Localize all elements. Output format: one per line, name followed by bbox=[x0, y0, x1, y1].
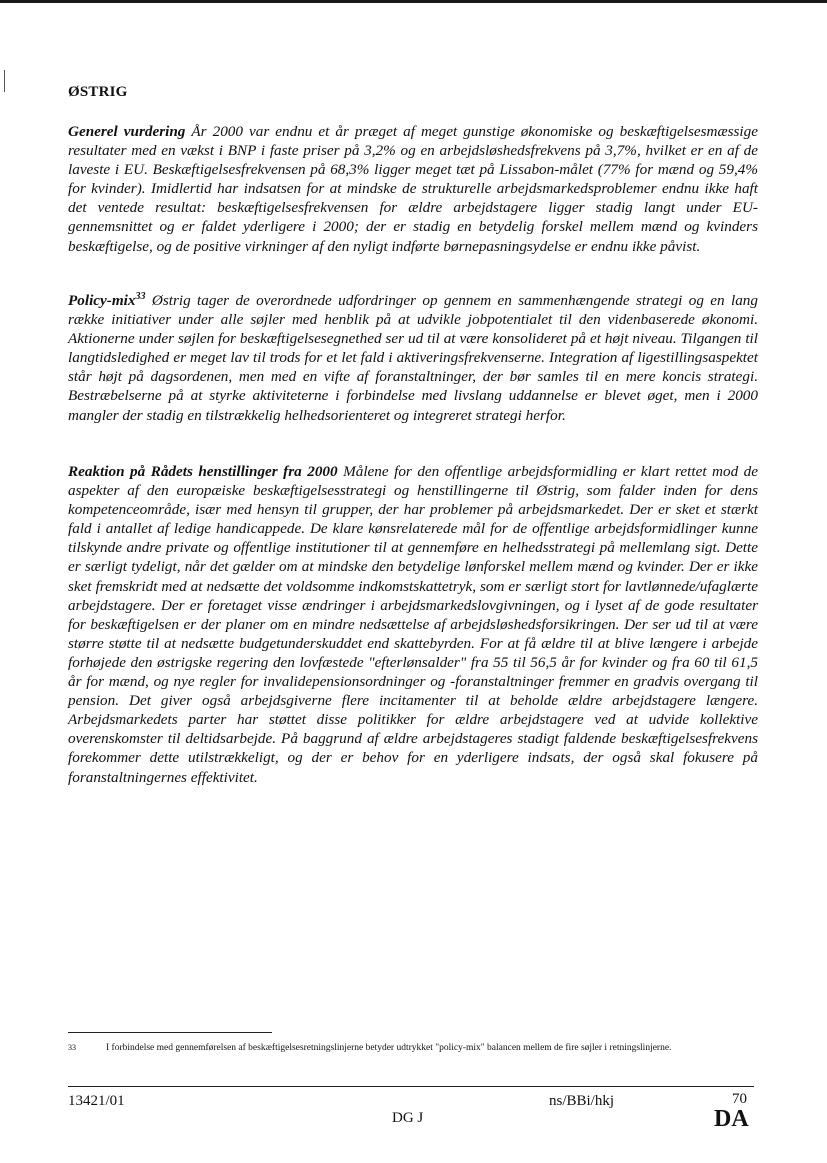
author-reference: ns/BBi/hkj bbox=[549, 1093, 615, 1109]
footnote-reference[interactable]: 33 bbox=[135, 290, 146, 302]
council-recommendations-paragraph bbox=[68, 462, 758, 787]
general-assessment-paragraph bbox=[68, 122, 758, 256]
footnote bbox=[68, 1042, 748, 1055]
paragraph-lead: Reaktion på Rådets henstillinger fra 2000 bbox=[68, 463, 338, 480]
footnote-separator bbox=[68, 1032, 272, 1033]
footnote-text: I forbindelse med gennemførelsen af beskæftigelsesretningslinjerne betyder udtrykket "policy-mix" balancen mellem de fire søjler i retningslinjerne. bbox=[106, 1043, 672, 1053]
paragraph-lead: Policy-mix bbox=[68, 292, 136, 309]
footer-separator bbox=[68, 1086, 754, 1087]
document-number: 13421/01 bbox=[68, 1093, 125, 1109]
paragraph-body: År 2000 var endnu et år præget af meget gunstige økonomiske og beskæftigelsesmæssige resultater med en vækst i BNP i faste priser på 3,2% og en arbejdsløshedsfrekvens på 3,7%, hvilket er en af de laveste i EU. Beskæftigelsesfrekvensen på 68,3% ligger meget tæt på Lissabon-målet (77% for mænd og 59,4% for kvinder). Imidlertid har indsatsen for at mindske de strukturelle arbejdsmarkedsproblemer endnu ikke haft det ventede resultat: beskæftigelsesfrekvensen for ældre arbejdstagere ligger stadig langt under EU-gennemsnittet og er faldet yderligere i 2000; der er stadig en betydelig forskel mellem mænd og kvinders beskæftigelse, og de positive virkninger af den nyligt indførte børnepasningsydelse er endnu ikke påvist. bbox=[68, 123, 758, 255]
paragraph-lead: Generel vurdering bbox=[68, 123, 186, 140]
footnote-number: 33 bbox=[68, 1043, 76, 1052]
policy-mix-paragraph bbox=[68, 291, 758, 425]
page-top-border bbox=[0, 0, 827, 3]
paragraph-body: Målene for den offentlige arbejdsformidling er klart rettet mod de aspekter af den europæiske beskæftigelsesstrategi og henstillingerne til Østrig, som falder inden for dens kompetenceområde, især med hensyn til grupper, der har problemer på arbejdsmarkedet. Der er sket et stærkt fald i antallet af ledige handicappede. De klare kønsrelaterede mål for de offentlige arbejdsformidlinger kunne tilskynde andre private og offentlige institutioner til at gennemføre en helhedsstrategi på mellemlang sigt. Dette er særligt tydeligt, når det gælder om at mindske den betydelige lønforskel mellem mænd og kvinder. Der er ikke sket fremskridt med at nedsætte det voldsomme indkomstskattetryk, som er særligt stort for lavtlønnede/ufaglærte arbejdstagere. Der er foretaget visse ændringer i arbejdsmarkedslovgivningen, og i lyset af de gode resultater for beskæftigelsen er der planer om en mindre nedsættelse af arbejdsløshedsforsikringen. Der ser ud til at være større støtte til at nedsætte budgetunderskuddet end skattebyrden. For at få ældre til at blive længere i arbejde forhøjede den østrigske regering den lovfæstede "efterlønsalder" fra 55 til 56,5 år for kvinder og fra 60 til 61,5 år for mænd, og nye regler for invalidepensionsordninger og -foranstaltninger fremmer en gradvis overgang til pension. Det giver også arbejdsgiverne flere incitamenter til at beholde ældre arbejdstagere længere. Arbejdsmarkedets parter har støttet disse politikker for ældre arbejdstagere ved at udvide kollektive overenskomster til deltidsarbejde. På baggrund af ældre arbejdstageres stadigt faldende beskæftigelsesfrekvens forekommer dette utilstrækkeligt, og der er behov for en yderligere indsats, der også skal fokusere på foranstaltningernes effektivitet. bbox=[68, 463, 759, 786]
paragraph-body: Østrig tager de overordnede udfordringer op gennem en sammenhængende strategi og en lang række initiativer under alle søjler med henblik på at udvikle jobpotentialet til den videnbaserede økonomi. Aktionerne under søjlen for beskæftigelsesegnethed ser ud til at være konsolideret på et højt niveau. Tilgangen til langtidsledighed er meget lav til trods for et let fald i aktiveringsfrekvenserne. Integration af ligestillingsaspektet står højt på dagsordenen, men med en vifte af foranstaltninger, der bør samles til en mere koncis strategi. Bestræbelserne på at styrke aktiviteterne i forbindelse med livslang uddannelse er blevet øget, men i 2000 mangler der stadig en tilstrækkelig helhedsorienteret og integreret strategi herfor. bbox=[68, 292, 758, 424]
country-heading: ØSTRIG bbox=[68, 84, 128, 100]
language-code: DA bbox=[714, 1106, 749, 1132]
scan-edge-mark bbox=[4, 70, 5, 92]
page-number: 70 bbox=[732, 1091, 747, 1107]
directorate-label: DG J bbox=[392, 1110, 424, 1126]
